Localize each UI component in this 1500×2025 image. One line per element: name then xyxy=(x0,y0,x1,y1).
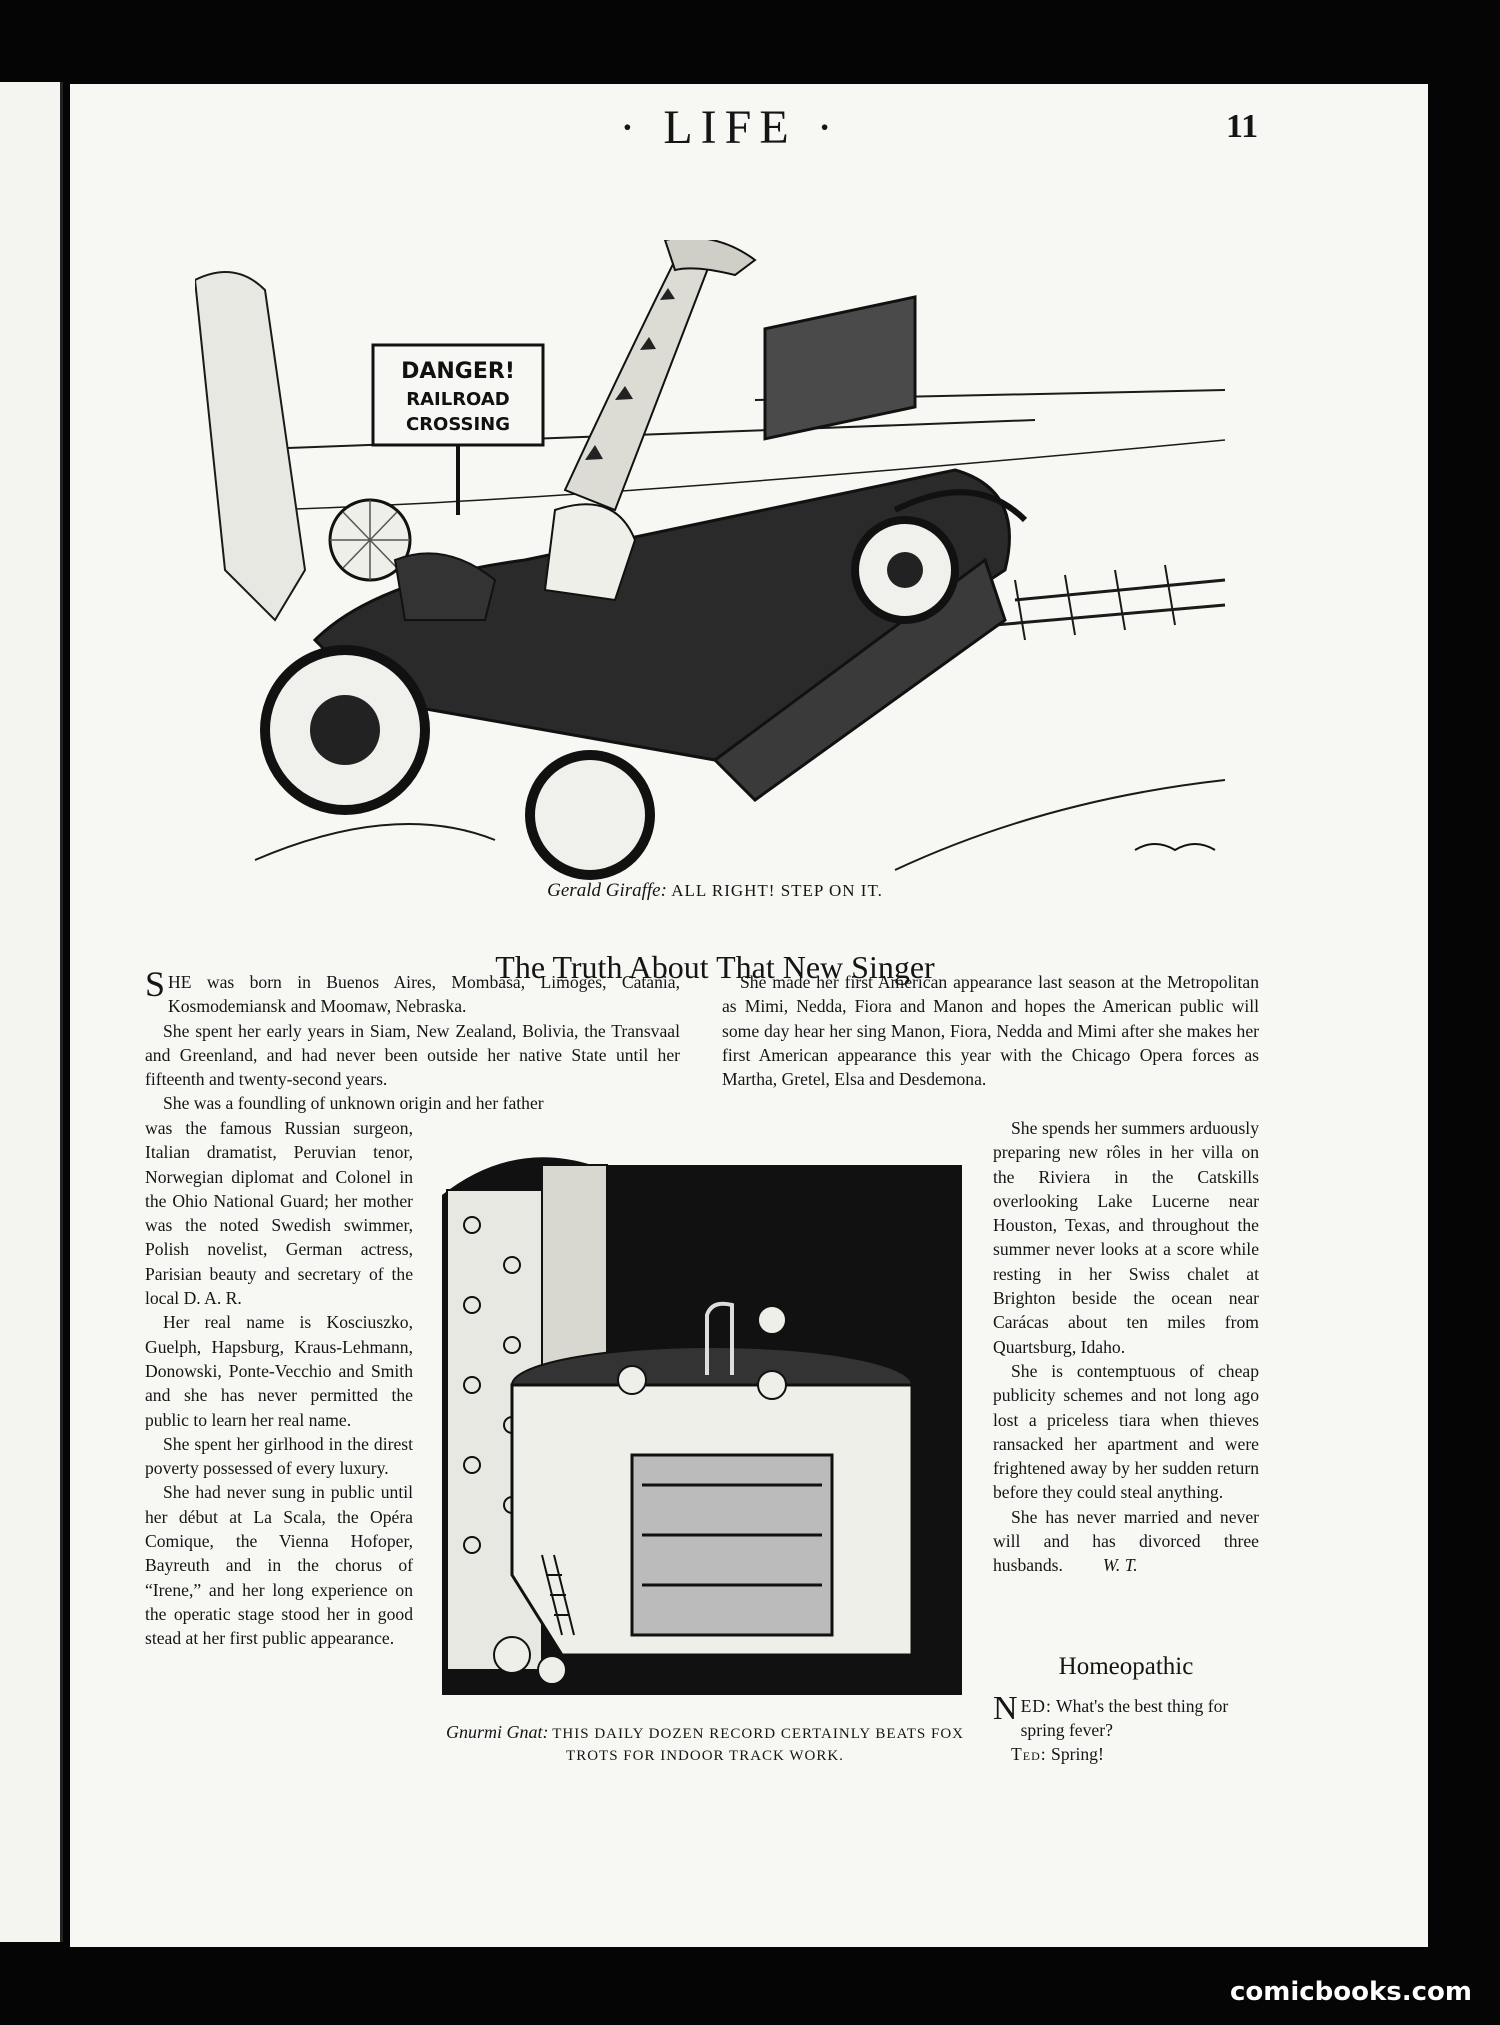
article-paragraph xyxy=(145,1480,413,1650)
article-paragraph xyxy=(993,1359,1259,1505)
paragraph-text: She spends her summers arduously preparing new rôles in her villa on the Riviera in the Catskills overlooking Lake Lucerne near Houston, Texas, and throughout the summer never looks at a score while resting in her Swiss chalet at Brighton beside the ocean near Carácas about ten miles from Quartsburg, Idaho. xyxy=(993,1118,1259,1357)
paragraph-text: She was a foundling of unknown origin and her father xyxy=(163,1093,544,1114)
cartoon2-caption-text: THIS DAILY DOZEN RECORD CERTAINLY BEATS FOX TROTS FOR INDOOR TRACK WORK. xyxy=(552,1726,965,1764)
article-paragraph xyxy=(722,970,1259,1091)
cartoon1-caption-speaker: Gerald Giraffe: xyxy=(547,880,667,901)
paragraph-text: HE was born in Buenos Aires, Mombasa, Limoges, Catania, Kosmodemiansk and Moomaw, Nebraska. xyxy=(168,972,680,1017)
article-title: The Truth About That New Singer xyxy=(495,949,935,986)
paragraph-text: She spent her early years in Siam, New Zealand, Bolivia, the Transvaal and Greenland, and had never been outside her native State until her fifteenth and twenty-second years. xyxy=(145,1020,680,1090)
paragraph-text: She has never married and never will and has divorced three husbands. xyxy=(993,1506,1259,1576)
author-signature: W. T. xyxy=(1102,1555,1138,1576)
homeopathic-dialogue xyxy=(993,1690,1259,1766)
article-paragraph xyxy=(145,1091,680,1115)
sign-line-1: DANGER! xyxy=(401,359,515,384)
facing-page-edge xyxy=(0,82,63,1942)
homeopathic-dropcap: N xyxy=(993,1690,1018,1727)
article-paragraph xyxy=(145,1432,413,1481)
sign-line-3: CROSSING xyxy=(405,414,511,435)
danger-sign xyxy=(373,345,543,515)
article-paragraph xyxy=(145,964,680,1019)
sign-line-2: RAILROAD xyxy=(406,389,510,410)
article-paragraph xyxy=(145,1116,413,1310)
article-paragraph xyxy=(145,1019,680,1092)
paragraph-text: She is contemptuous of cheap publicity schemes and not long ago lost a priceless tiara when thieves ransacked her apartment and were frightened away by her sudden return before they could steal anything. xyxy=(993,1360,1259,1503)
paragraph-text: She spent her girlhood in the direst poverty possessed of every luxury. xyxy=(145,1433,413,1479)
article-dropcap: S xyxy=(145,964,166,1004)
passenger-figure xyxy=(330,500,495,620)
article-left-column-narrow xyxy=(145,1116,413,1651)
homeopathic-line-2 xyxy=(993,1742,1259,1766)
homeopathic-title: Homeopathic xyxy=(1058,1653,1194,1680)
homeopathic-text-1: What's the best thing for spring fever? xyxy=(1020,1696,1229,1740)
cartoon2-caption-speaker: Gnurmi Gnat: xyxy=(445,1722,549,1742)
watermark-text: comicbooks.com xyxy=(1229,1977,1472,2007)
article-paragraph xyxy=(993,1116,1259,1359)
article-paragraph xyxy=(145,1310,413,1431)
homeopathic-line-1 xyxy=(993,1690,1259,1742)
article-paragraph xyxy=(993,1505,1259,1578)
paragraph-text: She had never sung in public until her début at La Scala, the Opéra Comique, the Vienna Hofoper, Bayreuth and in the chorus of “Irene,” and her long experience on the operatic stage stood her in good stead at her first public appearance. xyxy=(145,1482,413,1649)
article-right-column-top xyxy=(722,970,1259,1091)
homeopathic-speaker-1: ED: xyxy=(1020,1696,1052,1716)
phonograph-illustration xyxy=(442,1135,964,1740)
page-header-title: · LIFE · xyxy=(619,101,841,154)
giraffe-car-illustration xyxy=(195,240,1235,880)
homeopathic-text-2: Spring! xyxy=(1051,1744,1104,1764)
article-right-column-narrow xyxy=(993,1116,1259,1578)
paragraph-text: She made her first American appearance last season at the Metropolitan as Mimi, Nedda, Fiora and Manon and hopes the American public will some day hear her sing Manon, Fiora, Nedda and Mimi after she makes her first American appearance this year with the Chicago Opera forces as Martha, Gretel, Elsa and Desdemona. xyxy=(722,972,1259,1090)
paragraph-text: was the famous Russian surgeon, Italian dramatist, Peruvian tenor, Norwegian diplomat and Colonel in the Ohio National Guard; her mother was the noted Swedish swimmer, Polish novelist, German actress, Parisian beauty and secretary of the local D. A. R. xyxy=(145,1118,413,1309)
article-left-column-top xyxy=(145,964,680,1116)
paragraph-text: Her real name is Kosciuszko, Guelph, Hapsburg, Kraus-Lehmann, Donowski, Ponte-Vecchio and Smith and she has never permitted the public to learn her real name. xyxy=(145,1312,413,1430)
cartoon1-caption-text: ALL RIGHT! STEP ON IT. xyxy=(671,881,883,900)
cartoon2-caption xyxy=(440,1721,970,1767)
page-number: 11 xyxy=(1226,108,1259,145)
cartoon1-caption xyxy=(150,880,1280,902)
homeopathic-speaker-2: Ted: xyxy=(1011,1744,1047,1764)
